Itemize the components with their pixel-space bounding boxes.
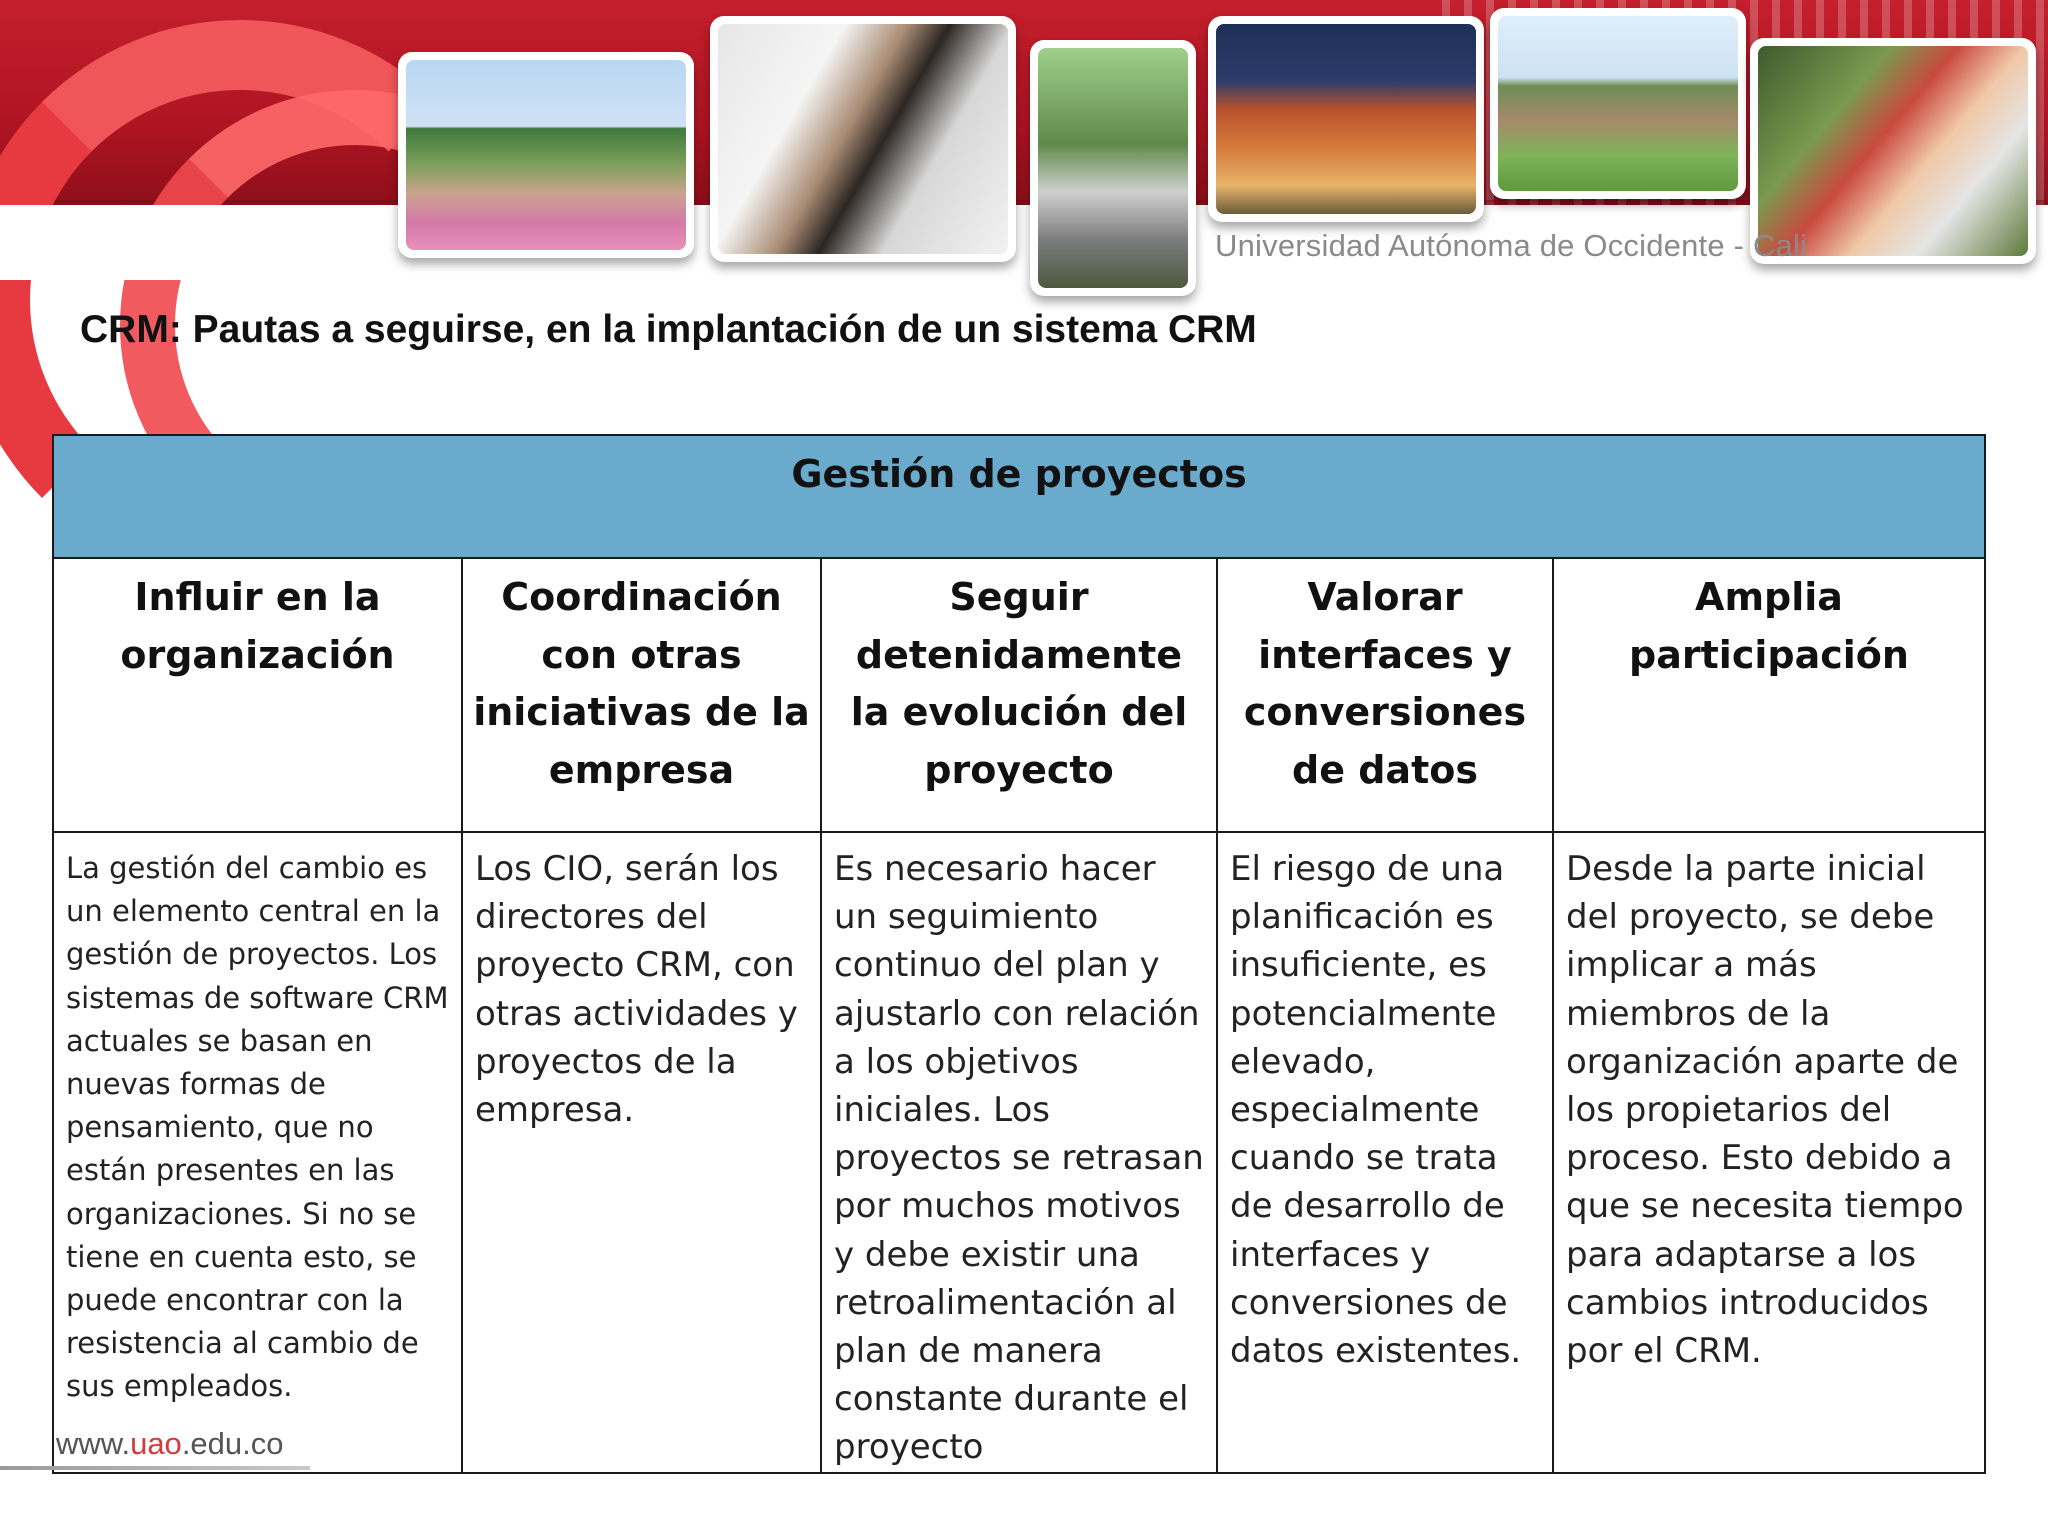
campus-lawn-photo [1490, 8, 1746, 199]
url-suffix: .edu.co [181, 1426, 284, 1461]
url-prefix: www. [56, 1426, 131, 1461]
column-title-seguir: Seguir detenidamente la evolución del proyecto [821, 558, 1217, 832]
website-url[interactable] [56, 1426, 284, 1462]
column-title-amplia: Amplia participación [1553, 558, 1985, 832]
column-title-coordinacion: Coordinación con otras iniciativas de la empresa [462, 558, 821, 832]
students-lab-photo [710, 16, 1016, 262]
slide-title: CRM: Pautas a seguirse, en la implantación de un sistema CRM [80, 308, 1257, 351]
campus-building-night-photo [1208, 16, 1484, 222]
column-body-amplia: Desde la parte inicial del proyecto, se debe implicar a más miembros de la organización aparte de los propietarios del proceso. Esto debido a que se necesita tiempo para adaptarse a los cambios introducidos por el CRM. [1553, 832, 1985, 1473]
column-title-valorar: Valorar interfaces y conversiones de datos [1217, 558, 1553, 832]
campus-plaza-photo [398, 52, 694, 258]
column-body-coordinacion: Los CIO, serán los directores del proyecto CRM, con otras actividades y proyectos de la empresa. [462, 832, 821, 1473]
table-header-title: Gestión de proyectos [53, 435, 1985, 558]
column-title-influir: Influir en la organización [53, 558, 462, 832]
header-banner [0, 0, 2048, 280]
column-titles-row [53, 558, 1985, 832]
footer-underline [0, 1466, 310, 1470]
column-body-influir: La gestión del cambio es un elemento central en la gestión de proyectos. Los sistemas de software CRM actuales se basan en nuevas formas de pensamiento, que no están presentes en las organizaciones. Si no se tiene en cuenta esto, se puede encontrar con la resistencia al cambio de sus empleados. [53, 832, 462, 1473]
column-body-seguir: Es necesario hacer un seguimiento continuo del plan y ajustarlo con relación a los objetivos iniciales. Los proyectos se retrasan por muchos motivos y debe existir una retroalimentación al plan de manera constante durante el proyecto [821, 832, 1217, 1473]
table-header-row [53, 435, 1985, 558]
column-bodies-row [53, 832, 1985, 1473]
institution-name: Universidad Autónoma de Occidente - Cali [1215, 228, 1808, 263]
column-body-valorar: El riesgo de una planificación es insuficiente, es potencialmente elevado, especialmente cuando se trata de desarrollo de interfaces y conversiones de datos existentes. [1217, 832, 1553, 1473]
building-walkway-photo [1030, 40, 1196, 296]
guidelines-table [52, 434, 1986, 1474]
url-accent: uao [130, 1426, 182, 1461]
